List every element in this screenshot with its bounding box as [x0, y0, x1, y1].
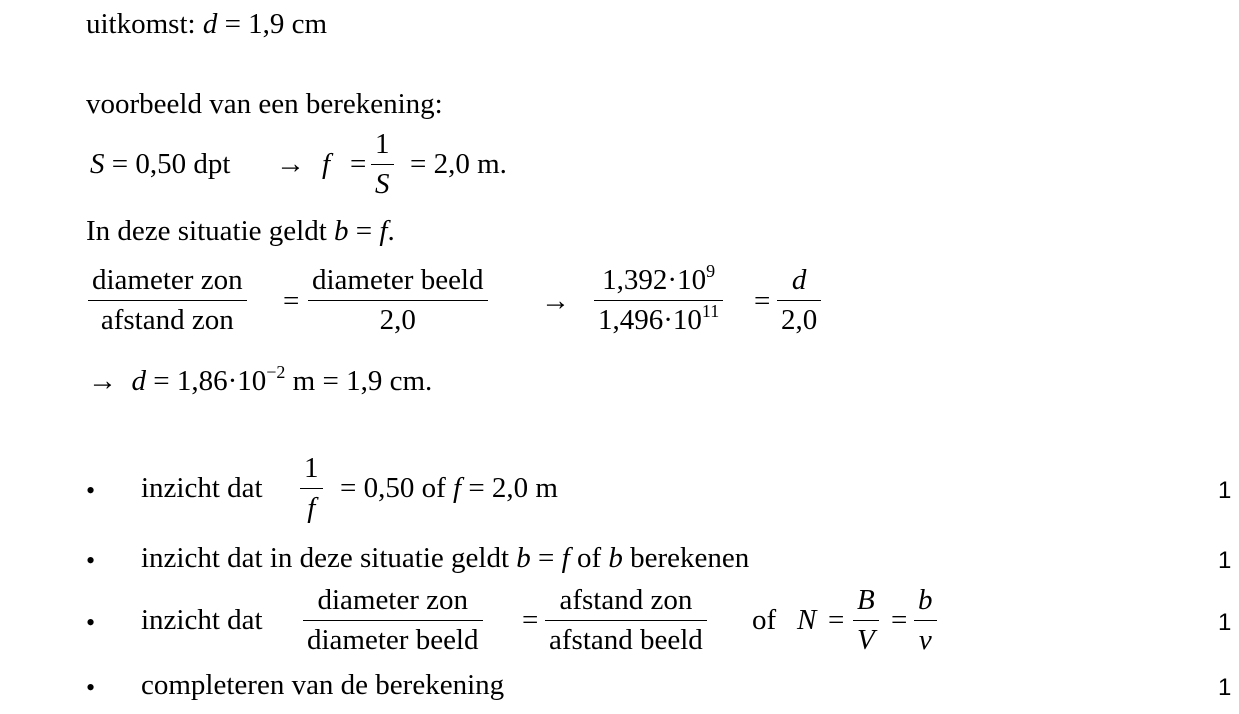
eq2-den2: 2,0 [379, 304, 416, 336]
eq3-d: d [131, 365, 146, 397]
eq2-fraction-numbers [594, 261, 723, 337]
criterion-3-den4: v [918, 624, 932, 656]
eq2-equals2: = [754, 285, 771, 317]
criterion-3-fraction-bv [853, 584, 879, 657]
criterion-2-t4: berekenen [622, 542, 750, 574]
eq2-num4: d [791, 264, 807, 296]
eq1-lhs [90, 150, 230, 179]
uitkomst-line [86, 10, 327, 39]
eq1-rhs: = 2,0 m. [410, 148, 507, 180]
criterion-1-fraction [300, 452, 323, 525]
criterion-2-text [141, 544, 749, 573]
eq1-fraction [371, 128, 394, 201]
criterion-2-f1: f [561, 542, 570, 574]
criterion-1-score: 1 [1218, 477, 1232, 504]
eq1-denominator: S [375, 168, 390, 200]
eq1-s-value: = 0,50 dpt [104, 148, 231, 180]
eq2-equals1: = [283, 285, 300, 317]
criterion-3-num2: afstand zon [559, 584, 693, 616]
criterion-1-end: = 2,0 m [461, 472, 558, 504]
eq2-num1: diameter zon [92, 264, 243, 296]
criterion-3-prefix: inzicht dat [141, 604, 263, 636]
eq2-arrow: → [541, 285, 570, 317]
situatie-f: f [379, 215, 388, 247]
eq2-den4: 2,0 [781, 304, 818, 336]
criterion-3-equals1: = [522, 604, 539, 636]
eq2-fraction-beeld [308, 264, 488, 337]
criterion-4-bullet: • [86, 673, 96, 702]
criterion-1-bullet: • [86, 476, 96, 505]
example-intro: voorbeeld van een berekening: [86, 88, 443, 120]
criterion-1-f: f [453, 472, 462, 504]
eq2-num3 [594, 261, 723, 300]
criterion-1-numerator: 1 [304, 452, 319, 484]
criterion-3-n: N [797, 604, 817, 636]
eq3-arrow: → [88, 365, 117, 397]
criterion-1-mid: = 0,50 of [340, 472, 454, 504]
criterion-3-num4: b [918, 584, 933, 616]
criterion-3-num3: B [857, 584, 875, 616]
criterion-3-num1: diameter zon [317, 584, 469, 616]
criterion-2-b2: b [608, 542, 623, 574]
criterion-3-score: 1 [1218, 609, 1232, 636]
situatie-eq: = [348, 215, 380, 247]
situatie-text: In deze situatie geldt [86, 215, 335, 247]
uitkomst-var: d [202, 8, 218, 40]
situatie-line [86, 217, 395, 246]
eq2-num3-base: 1,392·10 [602, 264, 707, 296]
uitkomst-label: uitkomst: [86, 8, 203, 40]
eq2-den3-exp: 11 [701, 301, 720, 321]
eq2-den3 [594, 301, 723, 337]
criterion-2-t2: = [530, 542, 562, 574]
criterion-3-den3: V [857, 624, 875, 656]
criterion-3-den1: diameter beeld [307, 624, 479, 656]
eq3-line [88, 362, 433, 397]
criterion-2-score: 1 [1218, 547, 1232, 574]
eq3-exp: −2 [266, 362, 286, 382]
eq2-den3-base: 1,496·10 [598, 304, 702, 336]
uitkomst-value: = 1,9 cm [217, 8, 328, 40]
eq3-mid: = 1,86·10 [146, 365, 267, 397]
criterion-2-bullet: • [86, 546, 96, 575]
criterion-3-bullet: • [86, 608, 96, 637]
eq1-s-var: S [90, 148, 105, 180]
eq2-fraction-d [777, 264, 821, 337]
eq1-f-var: f [322, 148, 331, 180]
eq1-equals: = [350, 148, 367, 180]
eq1-arrow: → [276, 148, 305, 180]
criterion-3-fraction-small [914, 584, 937, 657]
criterion-3-of: of [752, 604, 777, 636]
criterion-4-score: 1 [1218, 674, 1232, 701]
situatie-b: b [334, 215, 349, 247]
criterion-4-text: completeren van de berekening [141, 669, 505, 701]
situatie-end: . [387, 215, 395, 247]
criterion-2-t3: of [569, 542, 609, 574]
criterion-1-prefix: inzicht dat [141, 472, 263, 504]
criterion-3-fraction-afstand [545, 584, 707, 657]
criterion-1-rest [340, 474, 558, 503]
criterion-2-t1: inzicht dat in deze situatie geldt [141, 542, 517, 574]
eq3-end: m = 1,9 cm. [285, 365, 433, 397]
criterion-3-den2: afstand beeld [549, 624, 703, 656]
criterion-1-denominator: f [307, 492, 316, 524]
eq2-num2: diameter beeld [312, 264, 484, 296]
criterion-3-equals2: = [828, 604, 845, 636]
eq2-den1: afstand zon [100, 304, 234, 336]
criterion-3-fraction-diameter [303, 584, 483, 657]
eq2-fraction-zon [88, 264, 247, 337]
criterion-3-equals3: = [891, 604, 908, 636]
eq2-num3-exp: 9 [706, 261, 716, 281]
eq1-numerator: 1 [375, 128, 390, 160]
criterion-2-b1: b [516, 542, 531, 574]
